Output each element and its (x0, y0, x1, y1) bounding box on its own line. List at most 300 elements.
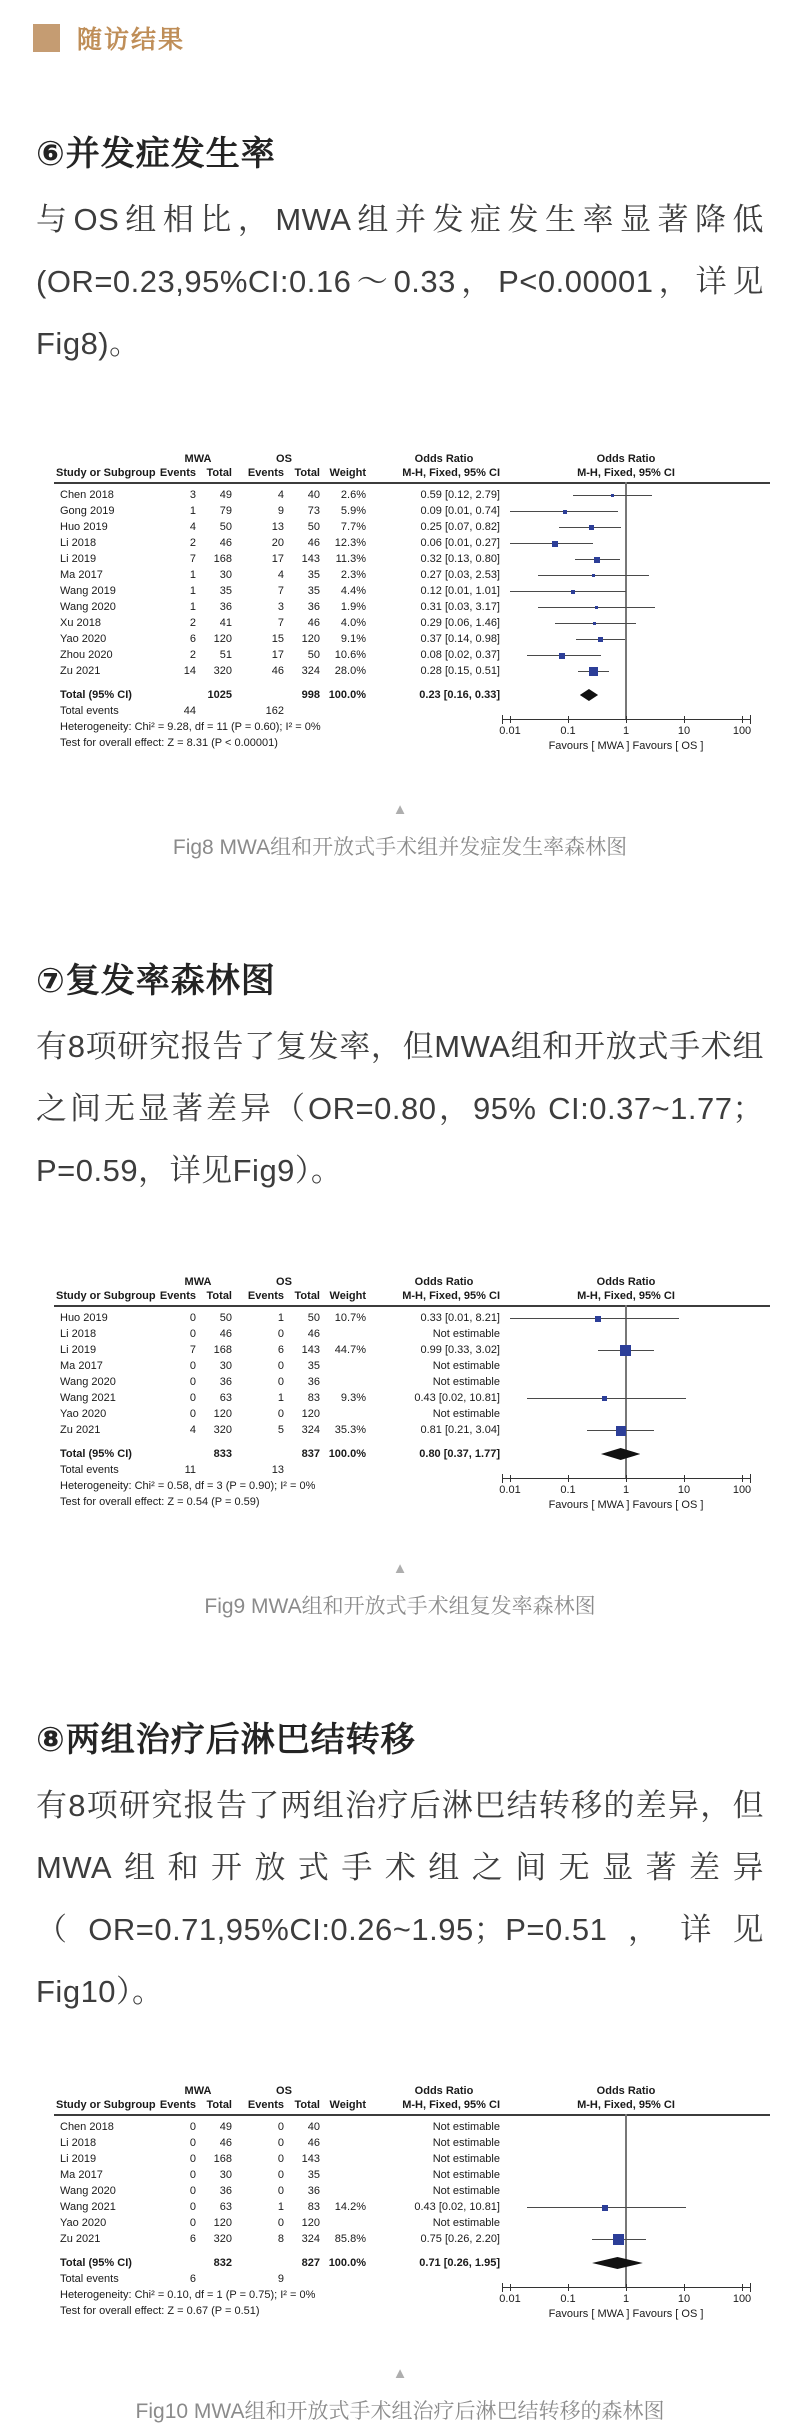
col-group-os: OS (276, 1276, 292, 1288)
row-study-label: Li 2019 (60, 553, 97, 565)
row-total-mwa: 46 (219, 1328, 232, 1340)
row-ci-text: Not estimable (432, 2153, 500, 2165)
row-study-label: Wang 2019 (60, 585, 116, 597)
row-total-os: 35 (307, 1360, 320, 1372)
row-total-os: 143 (301, 2153, 320, 2165)
row-study-label: Zhou 2020 (60, 649, 113, 661)
section-marker-icon (33, 24, 60, 52)
row-study-label: Zu 2021 (60, 1424, 101, 1436)
row-events-mwa: 0 (189, 1328, 196, 1340)
row-study-label: Li 2018 (60, 2137, 97, 2149)
or-marker (620, 1345, 631, 1356)
row-weight: 2.6% (340, 489, 366, 501)
row-ci-text: 0.27 [0.03, 2.53] (420, 569, 500, 581)
row-total-mwa: 49 (219, 489, 232, 501)
axis-tick-label: 0.1 (560, 2293, 576, 2305)
row-total-mwa: 320 (213, 1424, 232, 1436)
row-total-os: 120 (301, 633, 320, 645)
row-events-os: 20 (271, 537, 284, 549)
footnote-overall-effect: Test for overall effect: Z = 0.67 (P = 0.51) (60, 2305, 260, 2317)
row-study-label: Yao 2020 (60, 1408, 107, 1420)
row-total-os: 50 (307, 521, 320, 533)
row-events-mwa: 0 (189, 2217, 196, 2229)
col-events-os: Events (247, 467, 284, 479)
row-total-os: 120 (301, 1408, 320, 1420)
row-total-mwa: 36 (219, 1376, 232, 1388)
axis-tick-label: 0.1 (560, 1484, 576, 1496)
row-total-mwa: 41 (219, 617, 232, 629)
row-events-os: 7 (277, 617, 284, 629)
row-total-mwa: 120 (213, 1408, 232, 1420)
paragraph-recurrence: 有8项研究报告了复发率，但MWA组和开放式手术组之间无显著差异（OR=0.80，95% CI:0.37~1.77；P=0.59，详见Fig9）。 (36, 1029, 764, 1188)
total-events-mwa: 11 (184, 1464, 196, 1476)
row-events-os: 6 (277, 1344, 284, 1356)
row-weight: 4.4% (340, 585, 366, 597)
row-weight: 11.3% (335, 553, 366, 565)
row-ci-text: 0.28 [0.15, 0.51] (420, 665, 500, 677)
axis-tick-label: 0.01 (499, 725, 521, 737)
or-marker (595, 606, 598, 609)
subsection-heading-7: ⑦复发率森林图 (36, 962, 276, 1000)
col-events-mwa: Events (159, 1290, 196, 1302)
row-events-mwa: 0 (189, 1360, 196, 1372)
total-mwa: 832 (213, 2257, 232, 2269)
forest-plot-fig9 (30, 1276, 770, 1516)
axis-end-tick (750, 715, 751, 724)
row-ci-text: Not estimable (432, 2217, 500, 2229)
row-study-label: Wang 2021 (60, 2201, 116, 2213)
total-os: 837 (301, 1448, 320, 1460)
axis-tick (684, 716, 685, 723)
row-weight: 5.9% (340, 505, 366, 517)
col-total-mwa: Total (206, 467, 232, 479)
col-odds-ratio-plot: Odds Ratio (596, 453, 656, 465)
total-events-mwa: 44 (183, 705, 196, 717)
row-ci-text: 0.81 [0.21, 3.04] (420, 1424, 500, 1436)
row-events-os: 0 (277, 2137, 284, 2149)
row-ci-text: 0.75 [0.26, 2.20] (420, 2233, 500, 2245)
row-events-os: 0 (277, 2217, 284, 2229)
row-study-label: Chen 2018 (60, 2121, 114, 2133)
row-ci-text: 0.99 [0.33, 3.02] (420, 1344, 500, 1356)
total-os: 998 (301, 689, 320, 701)
col-study: Study or Subgroup (56, 467, 156, 479)
row-weight: 9.1% (340, 633, 366, 645)
row-total-mwa: 168 (213, 2153, 232, 2165)
row-events-mwa: 6 (189, 2233, 196, 2245)
row-ci-text: Not estimable (432, 1408, 500, 1420)
axis-tick-label: 100 (732, 725, 752, 737)
figure-caption-fig10: Fig10 MWA组和开放式手术组治疗后淋巴结转移的森林图 (135, 2400, 665, 2423)
row-ci-text: 0.37 [0.14, 0.98] (420, 633, 500, 645)
favours-labels: Favours [ MWA ] Favours [ OS ] (548, 740, 704, 752)
row-events-mwa: 0 (189, 2169, 196, 2181)
axis-tick (742, 2284, 743, 2291)
row-ci-text: Not estimable (432, 2121, 500, 2133)
or-marker (611, 494, 614, 497)
footnote-heterogeneity: Heterogeneity: Chi² = 0.58, df = 3 (P = 0.90); I² = 0% (60, 1480, 316, 1492)
axis-tick-label: 1 (622, 2293, 630, 2305)
row-ci-text: 0.59 [0.12, 2.79] (420, 489, 500, 501)
row-total-mwa: 79 (219, 505, 232, 517)
row-events-mwa: 7 (189, 553, 196, 565)
row-weight: 10.7% (334, 1312, 366, 1324)
row-total-os: 46 (307, 537, 320, 549)
row-ci-text: 0.43 [0.02, 10.81] (414, 2201, 500, 2213)
row-study-label: Wang 2020 (60, 1376, 116, 1388)
row-ci-text: 0.12 [0.01, 1.01] (420, 585, 500, 597)
row-events-mwa: 0 (189, 2185, 196, 2197)
total-label: Total (95% CI) (60, 2257, 132, 2269)
row-study-label: Zu 2021 (60, 665, 101, 677)
row-events-os: 17 (271, 649, 284, 661)
row-total-mwa: 51 (219, 649, 232, 661)
row-total-os: 35 (307, 569, 320, 581)
row-weight: 9.3% (340, 1392, 366, 1404)
triangle-separator-icon: ▲ (392, 801, 408, 818)
row-ci-text: 0.31 [0.03, 3.17] (420, 601, 500, 613)
total-ci-text: 0.71 [0.26, 1.95] (419, 2257, 500, 2269)
section-recurrence-rate (0, 953, 800, 1620)
row-events-mwa: 4 (189, 521, 196, 533)
row-ci-text: 0.43 [0.02, 10.81] (414, 1392, 500, 1404)
header-rule (54, 1305, 770, 1307)
row-total-mwa: 46 (219, 2137, 232, 2149)
axis-tick (626, 1475, 627, 1482)
axis-tick-label: 100 (732, 2293, 752, 2305)
row-total-os: 35 (307, 585, 320, 597)
total-diamond (601, 1448, 640, 1460)
row-events-os: 4 (277, 569, 284, 581)
row-study-label: Wang 2020 (60, 601, 116, 613)
or-marker (592, 574, 595, 577)
row-total-mwa: 36 (219, 601, 232, 613)
or-marker (571, 590, 575, 594)
row-total-mwa: 30 (219, 569, 232, 581)
row-events-mwa: 2 (189, 617, 196, 629)
row-total-os: 35 (307, 2169, 320, 2181)
col-group-mwa: MWA (184, 453, 212, 465)
col-total-os: Total (294, 467, 320, 479)
row-total-os: 324 (301, 1424, 320, 1436)
row-events-mwa: 0 (189, 2121, 196, 2133)
axis-end-tick (750, 1474, 751, 1483)
total-diamond (580, 689, 598, 701)
axis-tick (684, 2284, 685, 2291)
col-weight: Weight (329, 2099, 366, 2111)
row-weight: 35.3% (334, 1424, 366, 1436)
row-weight: 28.0% (334, 665, 366, 677)
axis-end-tick (750, 2283, 751, 2292)
row-events-mwa: 14 (183, 665, 196, 677)
axis-end-tick (502, 715, 503, 724)
row-total-mwa: 120 (213, 633, 232, 645)
total-label: Total (95% CI) (60, 689, 132, 701)
axis-tick (510, 2284, 511, 2291)
row-study-label: Gong 2019 (60, 505, 115, 517)
axis-tick (742, 716, 743, 723)
row-weight: 4.0% (340, 617, 366, 629)
total-events-os: 9 (277, 2273, 284, 2285)
total-ci-text: 0.23 [0.16, 0.33] (419, 689, 500, 701)
axis-tick (568, 716, 569, 723)
row-ci-text: Not estimable (432, 2137, 500, 2149)
row-total-mwa: 120 (213, 2217, 232, 2229)
row-events-os: 0 (277, 2185, 284, 2197)
row-total-os: 50 (307, 1312, 320, 1324)
figure-caption-fig8: Fig8 MWA组和开放式手术组并发症发生率森林图 (172, 836, 628, 859)
row-events-mwa: 6 (189, 633, 196, 645)
axis-tick-label: 10 (677, 2293, 691, 2305)
row-total-os: 40 (307, 2121, 320, 2133)
row-events-mwa: 0 (189, 1392, 196, 1404)
row-total-mwa: 320 (213, 665, 232, 677)
row-events-mwa: 4 (189, 1424, 196, 1436)
col-group-os: OS (276, 453, 292, 465)
or-marker (595, 1316, 601, 1322)
row-total-os: 36 (307, 601, 320, 613)
forest-plot-fig8 (30, 453, 770, 757)
total-mwa: 833 (213, 1448, 232, 1460)
row-events-os: 9 (277, 505, 284, 517)
row-events-mwa: 1 (189, 601, 196, 613)
axis-tick-label: 0.1 (560, 725, 576, 737)
row-total-mwa: 63 (219, 1392, 232, 1404)
row-events-os: 17 (271, 553, 284, 565)
row-events-os: 7 (277, 585, 284, 597)
col-weight: Weight (329, 467, 366, 479)
row-events-os: 13 (271, 521, 284, 533)
header-rule (54, 482, 770, 484)
row-events-mwa: 0 (189, 1376, 196, 1388)
total-diamond (592, 2257, 643, 2269)
or-marker (563, 510, 567, 514)
section-title: 随访结果 (77, 26, 186, 54)
col-odds-ratio-plot: Odds Ratio (596, 2085, 656, 2097)
row-study-label: Ma 2017 (60, 569, 103, 581)
axis-tick-label: 0.01 (499, 2293, 521, 2305)
row-events-os: 0 (277, 2169, 284, 2181)
row-total-mwa: 50 (219, 521, 232, 533)
row-total-mwa: 50 (219, 1312, 232, 1324)
row-ci-text: 0.29 [0.06, 1.46] (420, 617, 500, 629)
row-total-mwa: 168 (213, 553, 232, 565)
row-total-os: 143 (301, 1344, 320, 1356)
row-study-label: Wang 2021 (60, 1392, 116, 1404)
or-marker (593, 622, 596, 625)
row-events-mwa: 1 (189, 585, 196, 597)
row-events-mwa: 7 (189, 1344, 196, 1356)
total-weight: 100.0% (328, 2257, 366, 2269)
row-events-mwa: 0 (189, 1408, 196, 1420)
row-ci-text: 0.09 [0.01, 0.74] (420, 505, 500, 517)
col-total-mwa: Total (206, 1290, 232, 1302)
row-events-os: 8 (277, 2233, 284, 2245)
col-events-mwa: Events (159, 467, 196, 479)
or-marker (602, 1396, 607, 1401)
row-ci-text: Not estimable (432, 1360, 500, 1372)
row-weight: 2.3% (340, 569, 366, 581)
axis-tick (626, 2284, 627, 2291)
or-marker (602, 2205, 608, 2211)
row-weight: 44.7% (334, 1344, 366, 1356)
row-study-label: Yao 2020 (60, 633, 107, 645)
row-total-mwa: 30 (219, 1360, 232, 1372)
row-ci-text: 0.33 [0.01, 8.21] (420, 1312, 500, 1324)
row-study-label: Ma 2017 (60, 1360, 103, 1372)
total-os: 827 (301, 2257, 320, 2269)
row-total-mwa: 35 (219, 585, 232, 597)
row-total-os: 83 (307, 2201, 320, 2213)
or-marker (552, 541, 558, 547)
favours-labels: Favours [ MWA ] Favours [ OS ] (548, 2308, 704, 2320)
row-total-os: 46 (307, 2137, 320, 2149)
row-weight: 7.7% (340, 521, 366, 533)
figure-caption-fig9: Fig9 MWA组和开放式手术组复发率森林图 (204, 1595, 596, 1618)
row-events-os: 15 (271, 633, 284, 645)
row-study-label: Huo 2019 (60, 1312, 108, 1324)
paragraph-complication: 与OS组相比，MWA组并发症发生率显著降低(OR=0.23,95%CI:0.16～0.33，P<0.00001，详见Fig8)。 (36, 202, 764, 361)
total-weight: 100.0% (328, 1448, 366, 1460)
row-events-os: 1 (277, 1312, 284, 1324)
triangle-separator-icon: ▲ (392, 1560, 408, 1577)
col-events-os: Events (247, 2099, 284, 2111)
total-label: Total (95% CI) (60, 1448, 132, 1460)
or-marker (598, 637, 603, 642)
axis-tick-label: 0.01 (499, 1484, 521, 1496)
row-total-os: 46 (307, 1328, 320, 1340)
row-total-os: 73 (307, 505, 320, 517)
axis-tick (626, 716, 627, 723)
total-events-label: Total events (60, 2273, 119, 2285)
row-events-mwa: 0 (189, 2201, 196, 2213)
row-total-os: 46 (307, 617, 320, 629)
or-marker (589, 667, 598, 676)
axis-tick-label: 1 (622, 725, 630, 737)
row-events-os: 5 (277, 1424, 284, 1436)
col-events-mwa: Events (159, 2099, 196, 2111)
row-ci-text: 0.32 [0.13, 0.80] (420, 553, 500, 565)
row-total-mwa: 320 (213, 2233, 232, 2245)
axis-tick (568, 1475, 569, 1482)
row-events-mwa: 0 (189, 1312, 196, 1324)
or-marker (616, 1426, 626, 1436)
row-study-label: Li 2019 (60, 2153, 97, 2165)
row-study-label: Wang 2020 (60, 2185, 116, 2197)
row-events-os: 0 (277, 1376, 284, 1388)
row-ci-text: Not estimable (432, 2169, 500, 2181)
footnote-heterogeneity: Heterogeneity: Chi² = 9.28, df = 11 (P = 0.60); I² = 0% (60, 721, 321, 733)
row-study-label: Ma 2017 (60, 2169, 103, 2181)
row-events-os: 0 (277, 1360, 284, 1372)
section-header (0, 0, 800, 56)
row-total-os: 120 (301, 2217, 320, 2229)
row-ci-text: Not estimable (432, 2185, 500, 2197)
axis-tick-label: 10 (677, 725, 691, 737)
row-total-mwa: 168 (213, 1344, 232, 1356)
row-study-label: Li 2018 (60, 537, 97, 549)
row-events-mwa: 1 (189, 569, 196, 581)
row-events-mwa: 1 (189, 505, 196, 517)
or-marker (589, 525, 594, 530)
footnote-overall-effect: Test for overall effect: Z = 0.54 (P = 0.59) (60, 1496, 260, 1508)
row-ci-text: 0.08 [0.02, 0.37] (420, 649, 500, 661)
row-study-label: Xu 2018 (60, 617, 101, 629)
col-odds-ratio-plot: Odds Ratio (596, 1276, 656, 1288)
col-odds-ratio-text: Odds Ratio (414, 2085, 474, 2097)
footnote-overall-effect: Test for overall effect: Z = 8.31 (P < 0.00001) (60, 737, 278, 749)
axis-tick-label: 10 (677, 1484, 691, 1496)
total-events-os: 13 (271, 1464, 284, 1476)
axis-tick (568, 2284, 569, 2291)
row-total-mwa: 49 (219, 2121, 232, 2133)
row-events-mwa: 2 (189, 649, 196, 661)
footnote-heterogeneity: Heterogeneity: Chi² = 0.10, df = 1 (P = 0.75); I² = 0% (60, 2289, 316, 2301)
col-total-os: Total (294, 1290, 320, 1302)
total-events-label: Total events (60, 1464, 119, 1476)
or-marker (559, 653, 565, 659)
row-study-label: Yao 2020 (60, 2217, 107, 2229)
row-study-label: Li 2019 (60, 1344, 97, 1356)
row-study-label: Li 2018 (60, 1328, 97, 1340)
col-study: Study or Subgroup (56, 1290, 156, 1302)
axis-tick (742, 1475, 743, 1482)
col-mh-fixed-ci-text: M-H, Fixed, 95% CI (402, 467, 500, 479)
row-study-label: Huo 2019 (60, 521, 108, 533)
section-lymph-node-metastasis (0, 1712, 800, 2425)
row-events-mwa: 2 (189, 537, 196, 549)
row-events-os: 0 (277, 2121, 284, 2133)
row-total-os: 50 (307, 649, 320, 661)
header-rule (54, 2114, 770, 2116)
forest-plot-fig10 (30, 2085, 770, 2325)
or-marker (594, 557, 600, 563)
col-events-os: Events (247, 1290, 284, 1302)
row-weight: 12.3% (334, 537, 366, 549)
row-total-mwa: 46 (219, 537, 232, 549)
axis-end-tick (502, 2283, 503, 2292)
col-group-mwa: MWA (184, 1276, 212, 1288)
paragraph-lymph-node: 有8项研究报告了两组治疗后淋巴结转移的差异，但MWA组和开放式手术组之间无显著差异（OR=0.71,95%CI:0.26~1.95；P=0.51，详见Fig10）。 (36, 1788, 764, 2009)
row-events-os: 1 (277, 1392, 284, 1404)
row-events-os: 0 (277, 1408, 284, 1420)
col-mh-fixed-ci-plot: M-H, Fixed, 95% CI (577, 2099, 675, 2111)
axis-tick (510, 716, 511, 723)
subsection-heading-8: ⑧两组治疗后淋巴结转移 (36, 1721, 416, 1759)
row-ci-text: 0.06 [0.01, 0.27] (420, 537, 500, 549)
row-total-os: 143 (301, 553, 320, 565)
col-mh-fixed-ci-plot: M-H, Fixed, 95% CI (577, 1290, 675, 1302)
total-mwa: 1025 (207, 689, 232, 701)
row-events-os: 0 (277, 2153, 284, 2165)
axis-vertical-line (625, 482, 627, 719)
triangle-separator-icon: ▲ (392, 2365, 408, 2382)
col-total-mwa: Total (206, 2099, 232, 2111)
ci-line (510, 591, 626, 592)
col-mh-fixed-ci-text: M-H, Fixed, 95% CI (402, 1290, 500, 1302)
total-ci-text: 0.80 [0.37, 1.77] (419, 1448, 500, 1460)
axis-tick-label: 100 (732, 1484, 752, 1496)
row-events-mwa: 0 (189, 2153, 196, 2165)
row-total-mwa: 63 (219, 2201, 232, 2213)
section-complication-rate (0, 126, 800, 861)
row-study-label: Zu 2021 (60, 2233, 101, 2245)
or-marker (613, 2234, 624, 2245)
row-events-os: 1 (277, 2201, 284, 2213)
total-events-mwa: 6 (189, 2273, 196, 2285)
row-events-os: 46 (271, 665, 284, 677)
row-total-os: 40 (307, 489, 320, 501)
